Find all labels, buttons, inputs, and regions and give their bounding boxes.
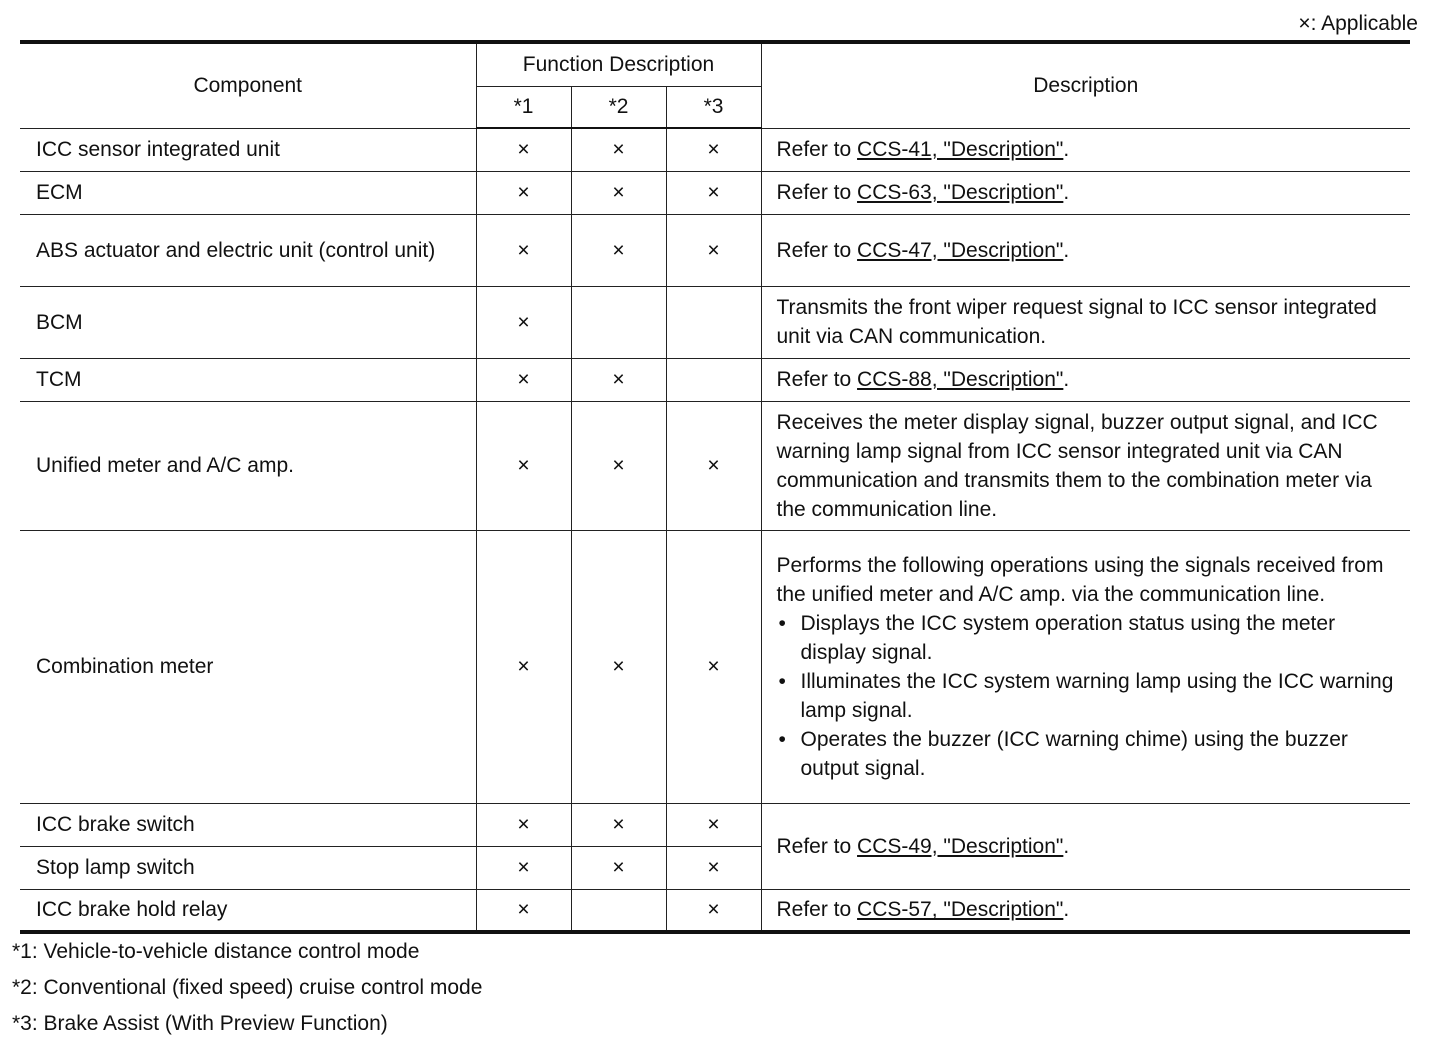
component-name: ECM <box>20 171 476 214</box>
table-row <box>20 889 1410 932</box>
mark-mode-3: × <box>666 171 761 214</box>
header-function-description: Function Description <box>476 42 761 86</box>
component-name: Unified meter and A/C amp. <box>20 401 476 530</box>
header-mode-2: *2 <box>571 86 666 128</box>
mark-mode-1: × <box>476 214 571 286</box>
mark-mode-2: × <box>571 214 666 286</box>
description-cell <box>761 128 1410 171</box>
description-text: Refer to <box>776 368 858 391</box>
footnotes <box>12 938 482 1046</box>
description-cell <box>761 803 1410 889</box>
mark-mode-2: × <box>571 401 666 530</box>
mark-mode-1: × <box>476 846 571 889</box>
mark-mode-3 <box>666 358 761 401</box>
mark-mode-3: × <box>666 803 761 846</box>
header-mode-1: *1 <box>476 86 571 128</box>
mark-mode-2 <box>571 889 666 932</box>
description-text: Refer to <box>776 898 858 922</box>
description-text: . <box>1063 898 1070 922</box>
list-item: • Operates the buzzer (ICC warning chime) using the buzzer output signal. <box>777 725 1397 783</box>
applicable-legend <box>1298 12 1418 36</box>
mark-mode-1: × <box>476 530 571 803</box>
description-cell <box>761 358 1410 401</box>
mark-mode-2: × <box>571 358 666 401</box>
legend-text: : Applicable <box>1310 12 1418 35</box>
table-row <box>20 214 1410 286</box>
description-text: Performs the following operations using the signals received from the unified meter and A/C amp. via the communication line. <box>776 553 1384 606</box>
footnote-mode-1: *1: Vehicle-to-vehicle distance control mode <box>12 940 420 963</box>
description-cell <box>761 171 1410 214</box>
reference-link[interactable]: CCS-57, "Description" <box>857 898 1064 922</box>
table-row <box>20 286 1410 358</box>
mark-mode-2: × <box>571 846 666 889</box>
mark-mode-3: × <box>666 401 761 530</box>
description-text: . <box>1063 181 1070 204</box>
mark-mode-3 <box>666 286 761 358</box>
table-row <box>20 803 1410 846</box>
description-cell <box>761 530 1410 803</box>
mark-mode-2 <box>571 286 666 358</box>
component-function-table <box>20 40 1410 934</box>
bullet-list <box>777 609 1397 783</box>
component-name: ICC brake hold relay <box>20 889 476 932</box>
mark-mode-1: × <box>476 889 571 932</box>
mark-mode-1: × <box>476 128 571 171</box>
mark-mode-2: × <box>571 171 666 214</box>
table-row <box>20 128 1410 171</box>
mark-mode-1: × <box>476 286 571 358</box>
description-text: Refer to <box>776 181 858 204</box>
footnote-mode-2: *2: Conventional (fixed speed) cruise control mode <box>12 976 483 999</box>
legend-symbol: × <box>1298 12 1311 35</box>
description-text: Receives the meter display signal, buzzer output signal, and ICC warning lamp signal from ICC sensor integrated unit via CAN communication and transmits them to the combination meter via the communication line. <box>761 401 1410 530</box>
reference-link[interactable]: CCS-88, "Description" <box>857 368 1064 391</box>
description-text: Refer to <box>776 834 858 858</box>
component-name: BCM <box>20 286 476 358</box>
mark-mode-3: × <box>666 530 761 803</box>
reference-link[interactable]: CCS-49, "Description" <box>857 834 1064 858</box>
description-text: . <box>1063 138 1070 161</box>
list-item: • Displays the ICC system operation status using the meter display signal. <box>777 609 1397 667</box>
reference-link[interactable]: CCS-63, "Description" <box>857 181 1064 204</box>
description-text: Refer to <box>776 138 858 161</box>
mark-mode-1: × <box>476 401 571 530</box>
mark-mode-1: × <box>476 803 571 846</box>
component-name: ICC sensor integrated unit <box>20 128 476 171</box>
mark-mode-2: × <box>571 128 666 171</box>
description-cell <box>761 214 1410 286</box>
component-name: ICC brake switch <box>20 803 476 846</box>
header-mode-3: *3 <box>666 86 761 128</box>
mark-mode-1: × <box>476 171 571 214</box>
reference-link[interactable]: CCS-47, "Description" <box>857 238 1064 262</box>
mark-mode-3: × <box>666 846 761 889</box>
header-description: Description <box>761 42 1410 128</box>
description-text: Refer to <box>776 238 858 262</box>
reference-link[interactable]: CCS-41, "Description" <box>857 138 1064 161</box>
description-text: Transmits the front wiper request signal to ICC sensor integrated unit via CAN communication. <box>761 286 1410 358</box>
mark-mode-2: × <box>571 803 666 846</box>
mark-mode-3: × <box>666 128 761 171</box>
footnote-mode-3: *3: Brake Assist (With Preview Function) <box>12 1012 388 1035</box>
description-text: . <box>1063 238 1070 262</box>
mark-mode-3: × <box>666 214 761 286</box>
component-name: Combination meter <box>20 530 476 803</box>
header-component: Component <box>20 42 476 128</box>
table-row <box>20 530 1410 803</box>
component-name: ABS actuator and electric unit (control unit) <box>20 214 476 286</box>
description-cell <box>761 889 1410 932</box>
description-text: . <box>1063 368 1070 391</box>
component-name: Stop lamp switch <box>20 846 476 889</box>
list-item: • Illuminates the ICC system warning lamp using the ICC warning lamp signal. <box>777 667 1397 725</box>
mark-mode-3: × <box>666 889 761 932</box>
component-name: TCM <box>20 358 476 401</box>
table-row <box>20 358 1410 401</box>
mark-mode-1: × <box>476 358 571 401</box>
table-row <box>20 401 1410 530</box>
table-row <box>20 171 1410 214</box>
description-text: . <box>1063 834 1070 858</box>
mark-mode-2: × <box>571 530 666 803</box>
